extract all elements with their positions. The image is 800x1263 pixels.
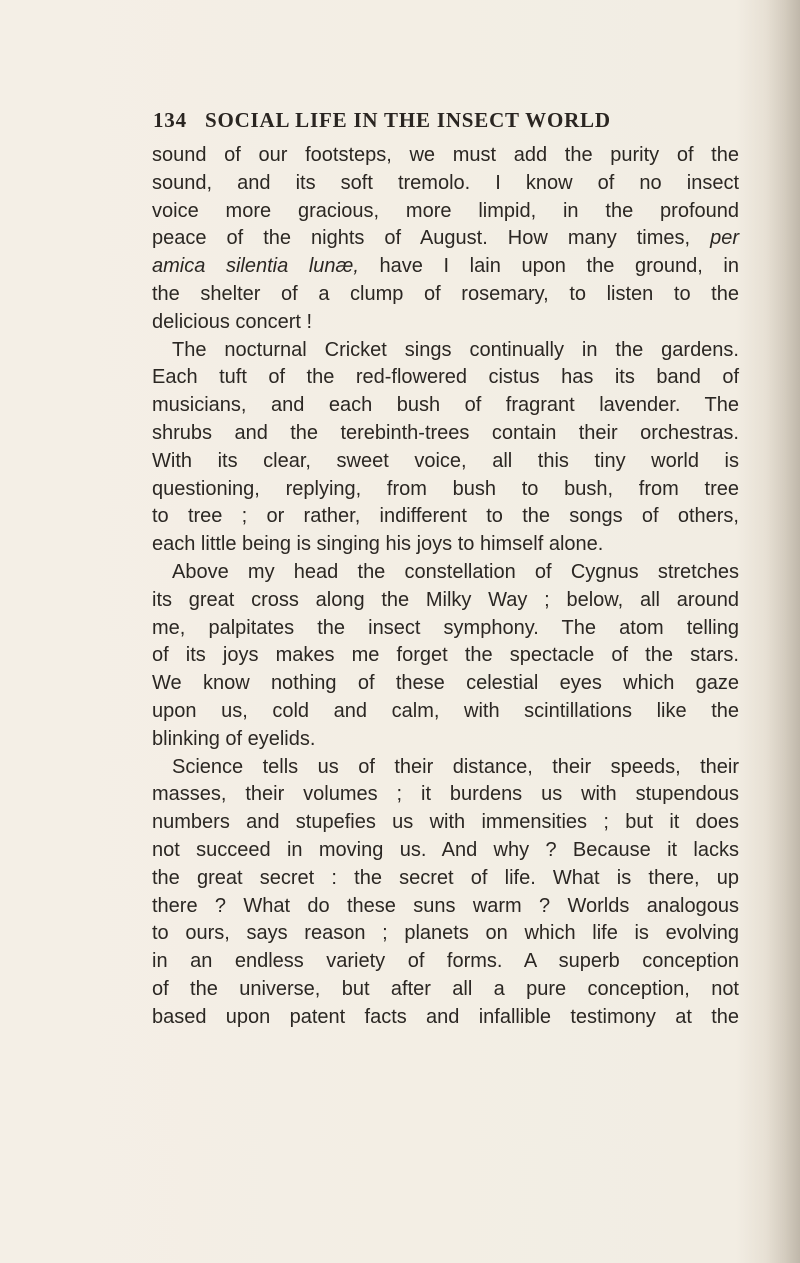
text-line: based upon patent facts and infallible testimony at the — [152, 1005, 739, 1028]
text-line: blinking of eyelids. — [152, 727, 316, 750]
body-text — [152, 142, 739, 1032]
page-number: 134 — [153, 108, 187, 132]
text-line: in an endless variety of forms. A superb conception — [152, 950, 739, 973]
text-line: questioning, replying, from bush to bush, from tree — [152, 477, 739, 500]
text-line: Science tells us of their distance, their speeds, their — [172, 755, 739, 778]
text-line: Each tuft of the red-flowered cistus has its band of — [152, 366, 739, 389]
paragraph-2 — [152, 337, 739, 559]
text-line: shrubs and the terebinth-trees contain their orchestras. — [152, 421, 739, 444]
text-line: upon us, cold and calm, with scintillations like the — [152, 699, 739, 722]
text-line: delicious concert ! — [152, 310, 313, 333]
running-header — [153, 108, 753, 133]
text-line: there ? What do these suns warm ? Worlds analogous — [152, 894, 739, 917]
text-line: its great cross along the Milky Way ; below, all around — [152, 588, 739, 611]
paragraph-1 — [152, 142, 739, 337]
paragraph-4 — [152, 754, 739, 1032]
paragraph-3 — [152, 559, 739, 754]
text-line: The nocturnal Cricket sings continually in the gardens. — [172, 338, 739, 361]
text-line: not succeed in moving us. And why ? Because it lacks — [152, 838, 739, 861]
text-line: sound, and its soft tremolo. I know of no insect — [152, 171, 739, 194]
text-line: voice more gracious, more limpid, in the profound — [152, 199, 739, 222]
text-line: masses, their volumes ; it burdens us with stupendous — [152, 783, 739, 806]
text-line: the great secret : the secret of life. What is there, up — [152, 866, 739, 889]
text-line — [152, 253, 739, 281]
page-edge-shadow — [766, 0, 800, 1263]
text-line: Above my head the constellation of Cygnus stretches — [172, 560, 739, 583]
italic-phrase: amica silentia lunæ, — [152, 255, 359, 278]
text-line: sound of our footsteps, we must add the purity of the — [152, 144, 739, 166]
text-line — [152, 225, 739, 253]
text-line: of the universe, but after all a pure conception, not — [152, 977, 739, 1000]
italic-phrase: per — [710, 227, 739, 250]
text-line: We know nothing of these celestial eyes which gaze — [152, 672, 739, 695]
text-line: to tree ; or rather, indifferent to the songs of others, — [152, 505, 739, 528]
text-line: musicians, and each bush of fragrant lavender. The — [152, 394, 739, 417]
text-line: me, palpitates the insect symphony. The atom telling — [152, 616, 739, 639]
text-line: each little being is singing his joys to himself alone. — [152, 533, 604, 556]
text-line: numbers and stupefies us with immensities ; but it does — [152, 811, 739, 834]
text-line: to ours, says reason ; planets on which life is evolving — [152, 922, 739, 945]
text-segment: have I lain upon the ground, in — [379, 255, 740, 278]
text-line: the shelter of a clump of rosemary, to listen to the — [152, 282, 739, 305]
text-line: With its clear, sweet voice, all this tiny world is — [152, 449, 739, 472]
running-title: SOCIAL LIFE IN THE INSECT WORLD — [204, 108, 611, 132]
text-line: of its joys makes me forget the spectacle of the stars. — [152, 644, 739, 667]
text-segment: peace of the nights of August. How many times, — [152, 227, 691, 250]
